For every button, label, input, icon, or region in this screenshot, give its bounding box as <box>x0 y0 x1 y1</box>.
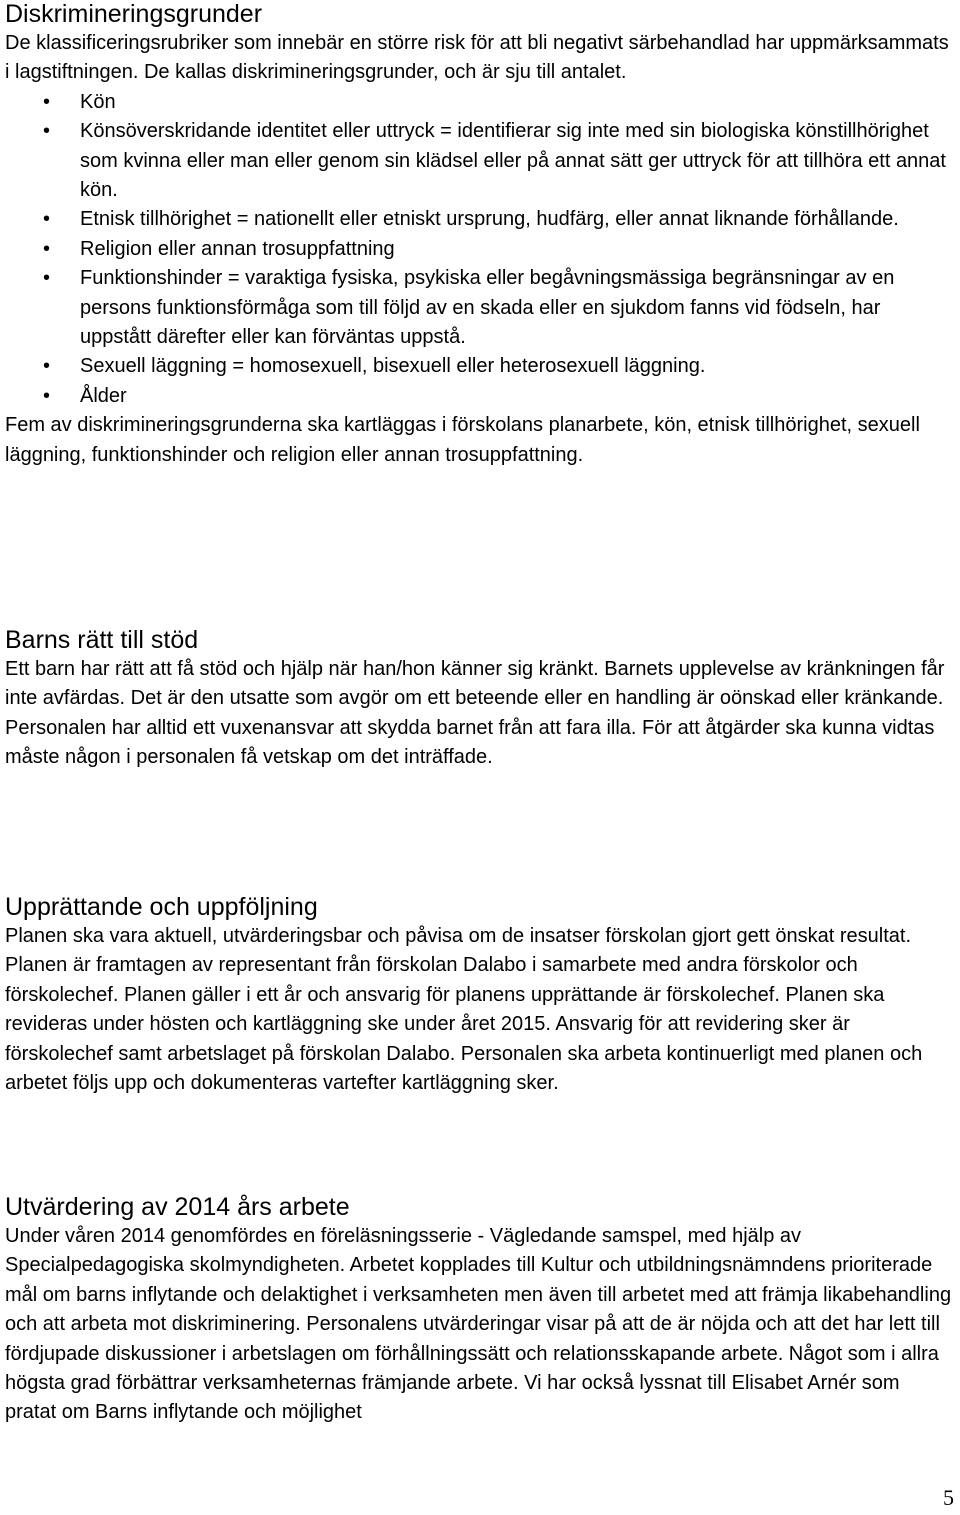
section-heading: Barns rätt till stöd <box>5 626 199 654</box>
list-item-text: Kön <box>80 90 116 113</box>
list-item <box>5 235 955 264</box>
list-item <box>5 88 955 117</box>
section-intro: De klassificeringsrubriker som innebär en större risk för att bli negativt särbehandlad har uppmärksammats i lagstiftningen. De kallas diskrimineringsgrunder, och är sju till antalet. <box>5 32 949 84</box>
list-item-text: Etnisk tillhörighet = nationellt eller etniskt ursprung, hudfärg, eller annat liknande förhållande. <box>80 208 899 231</box>
bullet-icon: • <box>43 355 51 378</box>
section-outro: Fem av diskrimineringsgrunderna ska kartläggas i förskolans planarbete, kön, etnisk tillhörighet, sexuell läggning, funktionshinder och religion eller annan trosuppfattning. <box>5 414 920 466</box>
section-body: Under våren 2014 genomfördes en föreläsningsserie - Vägledande samspel, med hjälp av Specialpedagogiska skolmyndigheten. Arbetet kopplades till Kultur och utbildningsnämndens prioriterade mål om barns inflytande och delaktighet i verksamheten men även till arbetet med att främja likabehandling och att arbeta mot diskriminering. Personalens utvärderingar visar på att de är nöjda och att det har lett till fördjupade diskussioner i arbetslagen om förhållningssätt och relationsskapande arbete. Något som i allra högsta grad förbättrar verksamheternas främjande arbete. Vi har också lyssnat till Elisabet Arnér som pratat om Barns inflytande och möjlighet <box>5 1225 952 1424</box>
section-utvardering-2014 <box>5 1193 955 1428</box>
section-diskrimineringsgrunder <box>5 0 955 470</box>
bullet-icon: • <box>43 120 51 143</box>
grounds-list <box>5 88 955 411</box>
section-heading: Diskrimineringsgrunder <box>5 0 263 28</box>
section-heading: Upprättande och uppföljning <box>5 893 318 921</box>
list-item <box>5 264 955 352</box>
page-number: 5 <box>943 1485 954 1510</box>
section-heading: Utvärdering av 2014 års arbete <box>5 1193 350 1221</box>
section-barns-ratt-till-stod <box>5 626 955 773</box>
list-item <box>5 205 955 234</box>
section-upprattande-och-uppfoljning <box>5 893 955 1098</box>
list-item-text: Ålder <box>80 384 127 407</box>
list-item <box>5 382 955 411</box>
section-body: Planen ska vara aktuell, utvärderingsbar och påvisa om de insatser förskolan gjort gett önskat resultat. Planen är framtagen av representant från förskolan Dalabo i samarbete med andra förskolor och förskolechef. Planen gäller i ett år och ansvarig för planens upprättande är förskolechef. Planen ska revideras under hösten och kartläggning ske under året 2015. Ansvarig för att revidering sker är förskolechef samt arbetslaget på förskolan Dalabo. Personalen ska arbeta kontinuerligt med planen och arbetet följs upp och dokumenteras vartefter kartläggning sker. <box>5 925 923 1095</box>
list-item-text: Könsöverskridande identitet eller uttryck = identifierar sig inte med sin biologiska könstillhörighet som kvinna eller man eller genom sin klädsel eller på annat sätt ger uttryck för att tillhöra ett annat kön. <box>80 120 946 202</box>
list-item <box>5 352 955 381</box>
list-item-text: Sexuell läggning = homosexuell, bisexuell eller heterosexuell läggning. <box>80 355 706 378</box>
bullet-icon: • <box>43 90 51 113</box>
bullet-icon: • <box>43 267 51 290</box>
section-body: Ett barn har rätt att få stöd och hjälp när han/hon känner sig kränkt. Barnets upplevelse av kränkningen får inte avfärdas. Det är den utsatte som avgör om ett beteende eller en handling är oönskad eller kränkande. Personalen har alltid ett vuxenansvar att skydda barnet från att fara illa. För att åtgärder ska kunna vidtas måste någon i personalen få vetskap om det inträffade. <box>5 658 945 769</box>
list-item-text: Religion eller annan trosuppfattning <box>80 237 395 260</box>
bullet-icon: • <box>43 237 51 260</box>
bullet-icon: • <box>43 384 51 407</box>
list-item <box>5 117 955 205</box>
bullet-icon: • <box>43 208 51 231</box>
list-item-text: Funktionshinder = varaktiga fysiska, psykiska eller begåvningsmässiga begränsningar av en persons funktionsförmåga som till följd av en skada eller en sjukdom fanns vid födseln, har uppstått därefter eller kan förväntas uppstå. <box>80 267 895 349</box>
